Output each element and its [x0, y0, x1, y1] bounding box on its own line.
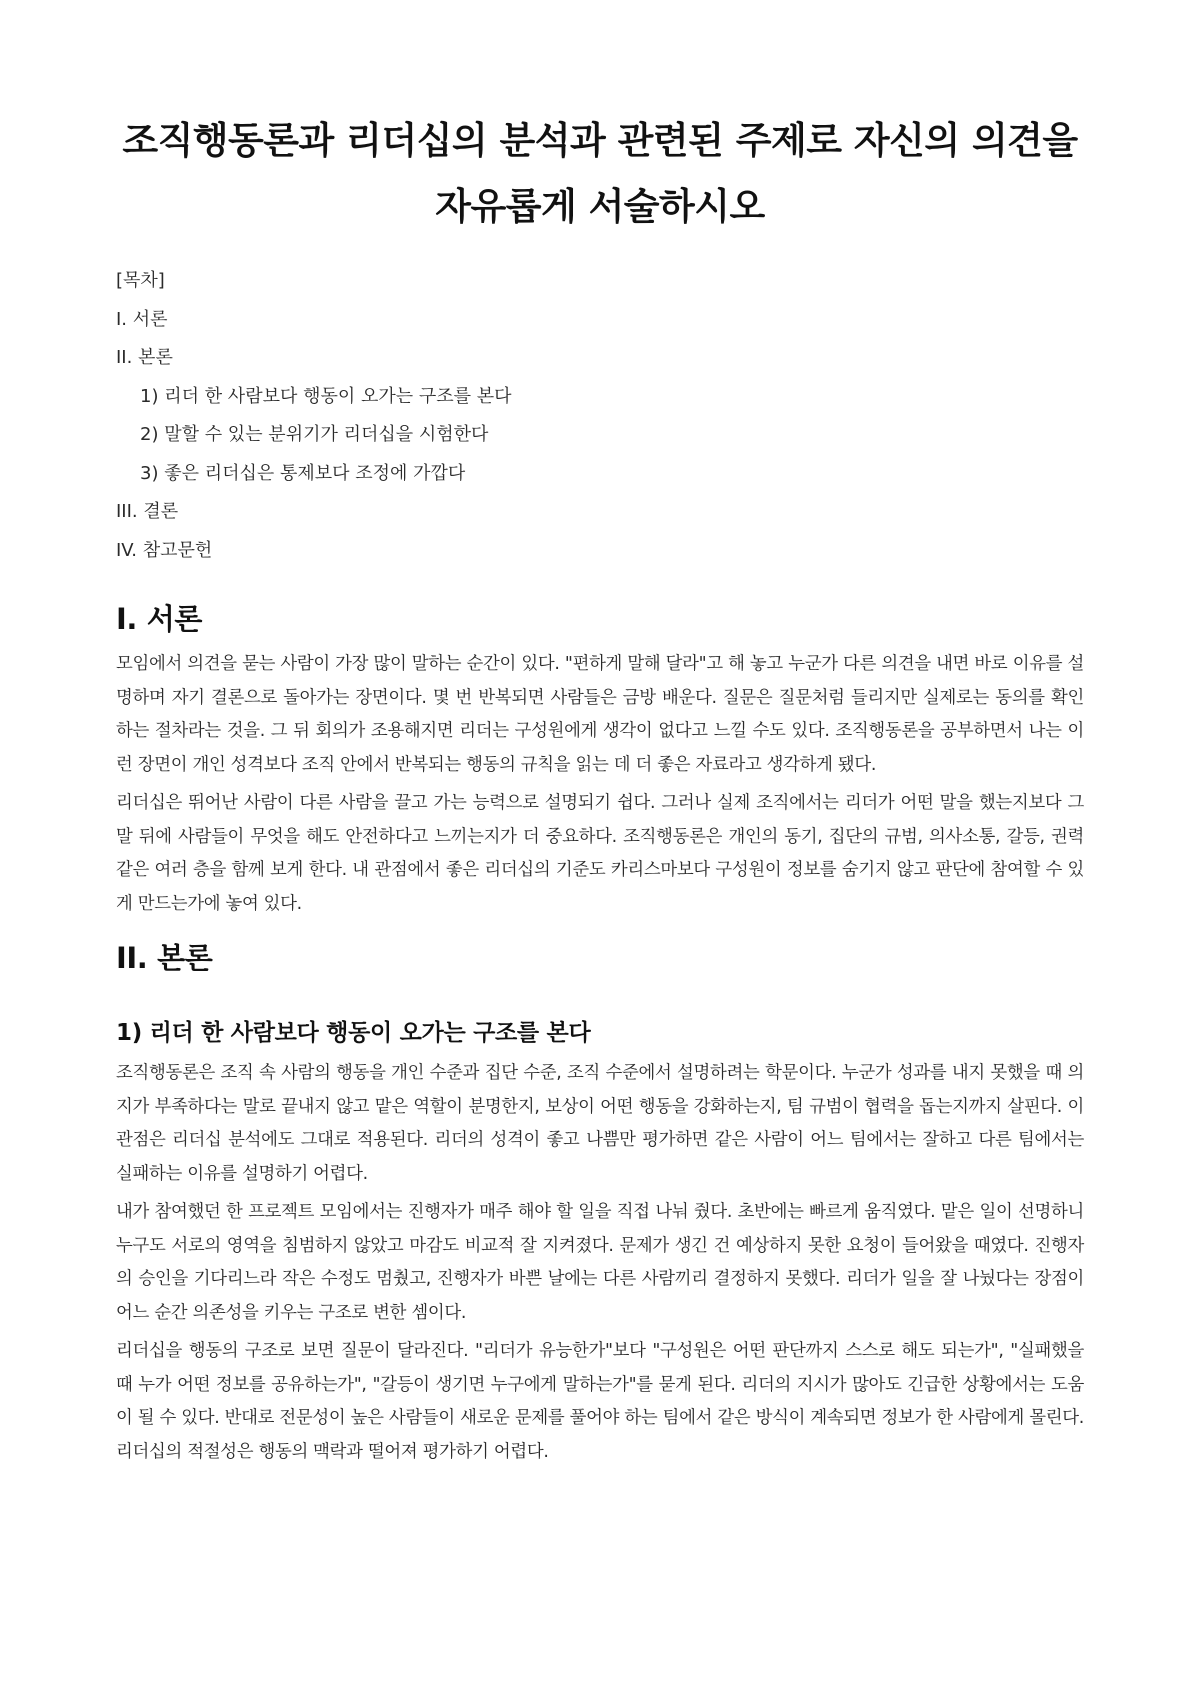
toc-item-body: II. 본론 — [116, 347, 173, 368]
section-heading-body: II. 본론 — [116, 941, 213, 975]
intro-paragraph: 리더십은 뛰어난 사람이 다른 사람을 끌고 가는 능력으로 설명되기 쉽다. 그러나 실제 조직에서는 리더가 어떤 말을 했는지보다 그 말 뒤에 사람들이 무엇을 해도 안전하다고 느끼는지가 더 중요하다. 조직행동론은 개인의 동기, 집단의 규범, 의사소통, 갈등, 권력 같은 여러 층을 함께 보게 한다. 내 관점에서 좋은 리더십의 기준도 카리스마보다 구성원이 정보를 숨기지 않고 판단에 참여할 수 있게 만드는가에 놓여 있다. — [116, 793, 1084, 914]
intro-paragraph: 모임에서 의견을 묻는 사람이 가장 많이 말하는 순간이 있다. "편하게 말해 달라"고 해 놓고 누군가 다른 의견을 내면 바로 이유를 설명하며 자기 결론으로 돌아가는 장면이다. 몇 번 반복되면 사람들은 금방 배운다. 질문은 질문처럼 들리지만 실제로는 동의를 확인하는 절차라는 것을. 그 뒤 회의가 조용해지면 리더는 구성원에게 생각이 없다고 느낄 수도 있다. 조직행동론을 공부하면서 나는 이런 장면이 개인 성격보다 조직 안에서 반복되는 행동의 규칙을 읽는 데 더 좋은 자료라고 생각하게 됐다. — [116, 654, 1084, 775]
toc-item-body-2: 2) 말할 수 있는 분위기가 리더십을 시험한다 — [140, 424, 489, 445]
document-page — [116, 108, 1084, 1469]
toc-item-references: IV. 참고문헌 — [116, 539, 213, 561]
document-title: 조직행동론과 리더십의 분석과 관련된 주제로 자신의 의견을 자유롭게 서술하시오 — [122, 119, 1078, 228]
toc-heading: [목차] — [116, 270, 165, 291]
body-paragraph: 내가 참여했던 한 프로젝트 모임에서는 진행자가 매주 해야 할 일을 직접 나눠 줬다. 초반에는 빠르게 움직였다. 맡은 일이 선명하니 누구도 서로의 영역을 침범하지 않았고 마감도 비교적 잘 지켜졌다. 문제가 생긴 건 예상하지 못한 요청이 들어왔을 때였다. 진행자의 승인을 기다리느라 작은 수정도 멈췄고, 진행자가 바쁜 날에는 다른 사람끼리 결정하지 못했다. 리더가 일을 잘 나눴다는 장점이 어느 순간 의존성을 키우는 구조로 변한 셈이다. — [116, 1202, 1084, 1323]
table-of-contents — [116, 262, 1084, 570]
body-paragraph: 조직행동론은 조직 속 사람의 행동을 개인 수준과 집단 수준, 조직 수준에서 설명하려는 학문이다. 누군가 성과를 내지 못했을 때 의지가 부족하다는 말로 끝내지 않고 맡은 역할이 분명한지, 보상이 어떤 행동을 강화하는지, 팀 규범이 협력을 돕는지까지 살핀다. 이 관점은 리더십 분석에도 그대로 적용된다. 리더의 성격이 좋고 나쁨만 평가하면 같은 사람이 어느 팀에서는 잘하고 다른 팀에서는 실패하는 이유를 설명하기 어렵다. — [116, 1063, 1085, 1184]
body-paragraph: 리더십을 행동의 구조로 보면 질문이 달라진다. "리더가 유능한가"보다 "구성원은 어떤 판단까지 스스로 해도 되는가", "실패했을 때 누가 어떤 정보를 공유하는가", "갈등이 생기면 누구에게 말하는가"를 묻게 된다. 리더의 지시가 많아도 긴급한 상황에서는 도움이 될 수 있다. 반대로 전문성이 높은 사람들이 새로운 문제를 풀어야 하는 팀에서 같은 방식이 계속되면 정보가 한 사람에게 몰린다. 리더십의 적절성은 행동의 맥락과 떨어져 평가하기 어렵다. — [116, 1341, 1084, 1462]
toc-item-intro: I. 서론 — [116, 308, 168, 330]
toc-item-body-1: 1) 리더 한 사람보다 행동이 오가는 구조를 본다 — [140, 385, 512, 407]
section-heading-intro: I. 서론 — [116, 602, 202, 636]
subsection-heading-1: 1) 리더 한 사람보다 행동이 오가는 구조를 본다 — [116, 1020, 591, 1046]
toc-item-conclusion: III. 결론 — [116, 501, 179, 522]
toc-item-body-3: 3) 좋은 리더십은 통제보다 조정에 가깝다 — [140, 462, 466, 484]
